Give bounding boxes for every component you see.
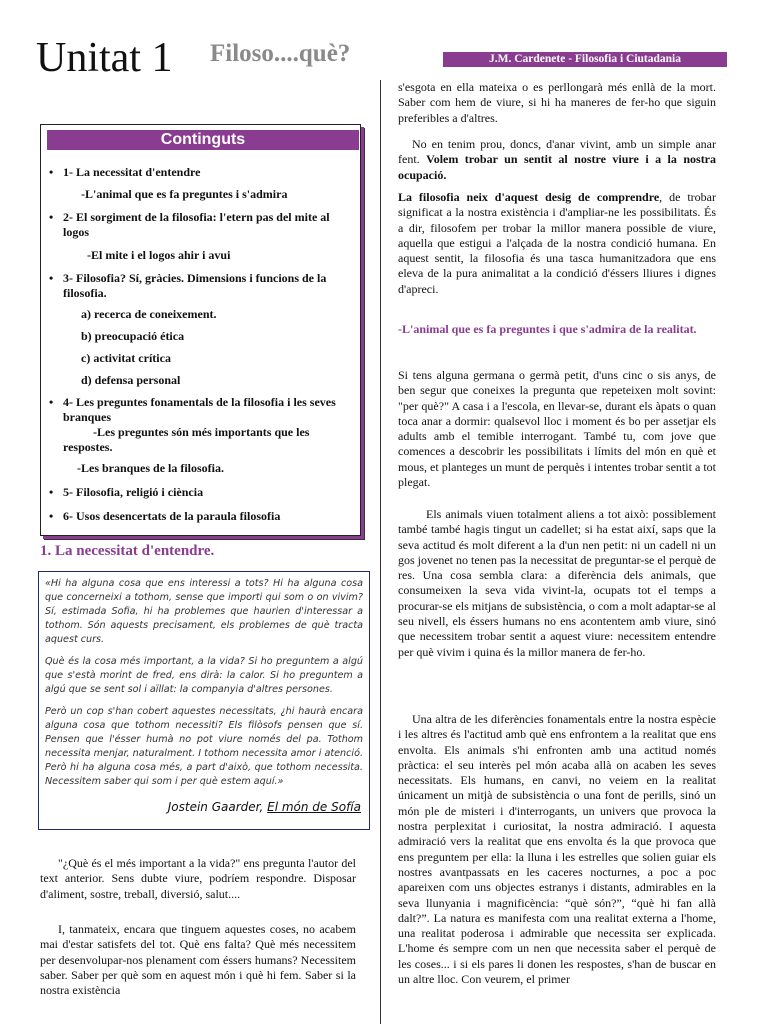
right-paragraph-6: Una altra de les diferències fonamentals entre la nostra espècie i les altres és l'actitud amb què ens enfrontem a la realitat que ens envolta. Els animals s'hi enfronten amb una actitud només pràctica: el seu interès pel món acaba allà on acaben les seves necessitats. Els humans, en canvi, no veiem en la realitat únicament un mitjà de subsistència o una font de perills, sinó un món ple de misteri i d'interrogants, un univers que provoca la nostra perplexitat i curiositat, la nostra admiració. I aquesta admiració vers la realitat que ens envolta és la que provoca que ens preguntem per ella: la lluna i les estrelles que solien guiar els nostres avantpassats en les caceres nocturnes, a poc a poc apareixen com uns objectes estranys i distants, admirables en la seva llunyania i magnificència: “què són?”, “què hi fan allà dalt?”. La natura es manifesta com una realitat externa a l'home, una realitat poderosa i admirable que necessita ser explicada. L'home és sempre com un nen que necessita saber el perquè de les coses... i si els pares li donen les respostes, s'han de buscar en un altre lloc. Con veurem, el primer: [398, 712, 716, 987]
toc-subitem-1: -L'animal que es fa preguntes i s'admira: [81, 187, 288, 201]
left-paragraph-1: "¿Què és el més important a la vida?" ens pregunta l'autor del text anterior. Sens dubte viure, podríem respondre. Disposar d'aliment, sostre, treball, diversió, salut....: [40, 856, 356, 901]
toc-item-2: • 2- El sorgiment de la filosofia: l'etern pas del mite al logos: [49, 210, 330, 239]
toc-subitem-3b: b) preocupació ética: [81, 329, 185, 343]
right-paragraph-1: s'esgota en ella mateixa o es perllongarà més enllà de la mort. Saber com hem de viure, si hi ha maneres de fer-ho que siguin preferibles a d'altres.: [398, 80, 716, 125]
toc-subitem-3d: d) defensa personal: [81, 373, 181, 387]
quote-author: Jostein Gaarder,: [167, 800, 264, 814]
toc-subitem-4a: -Les preguntes són més importants que les respostes.: [63, 425, 310, 454]
quote-box: [38, 571, 370, 830]
unit-subtitle: Filoso....què?: [210, 40, 351, 67]
toc-item-3: • 3- Filosofia? Sí, gràcies. Dimensions i funcions de la filosofia.: [49, 271, 327, 300]
left-paragraph-2: I, tanmateix, encara que tinguem aquestes coses, no acabem mai d'estar satisfets del tot. Què ens falta? Què més necessitem per desenvolupar-nos plenament com éssers humans? Necessitem saber. Saber per què som en aquest món i què hi fem. Saber si la nostra existència: [40, 922, 356, 998]
right-paragraph-5: Els animals viuen totalment aliens a tot això: possiblement també també hagis tingut un cadellet; si ha estat així, saps que la seva actitud és molt diferent a la d'un nen petit: ni un cadell ni un gos jovenet no tenen pas la necessitat de preguntar-se el perquè de res. Una cosa sembla clara: a diferència dels animals, que consumeixen la seva vida vivint-la, ocupats tot el temps a procurar-se els mitjans de subsistència, o com a molt adaptar-se al seu nivell, els éssers humans no ens acontentem amb viure, sinó que necessitem trobar sentit a aquest viure: necessitem entendre per què vivim i quina és la millor manera de fer-ho.: [398, 507, 716, 659]
right-paragraph-3: La filosofia neix d'aquest desig de comprendre, de trobar significat a la nostra existència i d'ampliar-ne les possibilitats. És a dir, filosofem per trobar la millor manera possible de viure, aquella que estigui a l'alçada de la nostra condició humana. En aquest sentit, la filosofia és una tasca humanitzadora que ens eleva de la pura animalitat a la condició d'éssers lliures i dignes d'apreci.: [398, 190, 716, 296]
author-subject-band: J.M. Cardenete - Filosofia i Ciutadania: [443, 52, 727, 67]
contents-title: Continguts: [47, 130, 359, 150]
unit-title: Unitat 1: [36, 35, 173, 81]
toc-subitem-3c: c) activitat crítica: [81, 351, 171, 365]
toc-item-6: • 6- Usos desencertats de la paraula filosofia: [49, 509, 281, 523]
toc-item-4: • 4- Les preguntes fonamentals de la filosofia i les seves branques: [49, 395, 336, 424]
quote-attribution: [168, 800, 361, 814]
quote-paragraph-1: «Hi ha alguna cosa que ens interessi a tots? Hi ha alguna cosa que concerneixi a tothom, sense que importi qui som o on vivim? Sí, estimada Sofia, hi ha problemes que haurien d'interessar a tothom. Són aquests precisament, els problemes de què tracta aquest curs.: [45, 578, 363, 645]
toc-subitem-3a: a) recerca de coneixement.: [81, 307, 217, 321]
quote-book-title: El món de Sofía: [267, 800, 361, 814]
contents-box: [40, 124, 361, 536]
toc-item-5: • 5- Filosofia, religió i ciència: [49, 485, 204, 499]
column-divider: [380, 80, 381, 1024]
right-subheading: -L'animal que es fa preguntes i que s'admira de la realitat.: [398, 322, 697, 336]
toc-subitem-2: -El mite i el logos ahir i avui: [87, 248, 231, 262]
right-paragraph-4: Si tens alguna germana o germà petit, d'uns cinc o sis anys, de ben segur que coneixes la pregunta que repeteixen molt sovint: "per què?" A casa i a l'escola, en llevar-se, durant els àpats o quan toca anar a dormir: qualsevol lloc i moment és bo per assetjar els adults amb el temible interrogant. També tu, com jove que comences a descobrir les possibilitats i límits del món en què et mous, et planteges un munt de perquès i intentes trobar sentit a tot plegat.: [398, 368, 716, 490]
right-paragraph-2: No en tenim prou, doncs, d'anar vivint, amb un simple anar fent. Volem trobar un sentit al nostre viure i a la nostra ocupació.: [398, 137, 717, 182]
quote-paragraph-3: Però un cop s'han cobert aquestes necessitats, ¿hi haurà encara alguna cosa que tothom necessiti? Els filòsofs pensen que sí. Pensen que l'ésser humà no pot viure només del pa. Tothom necessita menjar, naturalment. I tothom necessita amor i atenció. Però hi ha alguna cosa més, a part d'això, que tothom necessita. Necessitem saber qui som i per què estem aquí.»: [45, 706, 363, 787]
toc-subitem-4b: -Les branques de la filosofia.: [77, 461, 225, 475]
quote-paragraph-2: Què és la cosa més important, a la vida? Si ho preguntem a algú que s'està morint de fred, ens dirà: la calor. Si ho preguntem a algú que se sent sol i aïllat: la companyia d'altres persones.: [45, 656, 363, 695]
section-1-heading: 1. La necessitat d'entendre.: [40, 543, 215, 559]
toc-item-1: • 1- La necessitat d'entendre: [49, 165, 201, 179]
